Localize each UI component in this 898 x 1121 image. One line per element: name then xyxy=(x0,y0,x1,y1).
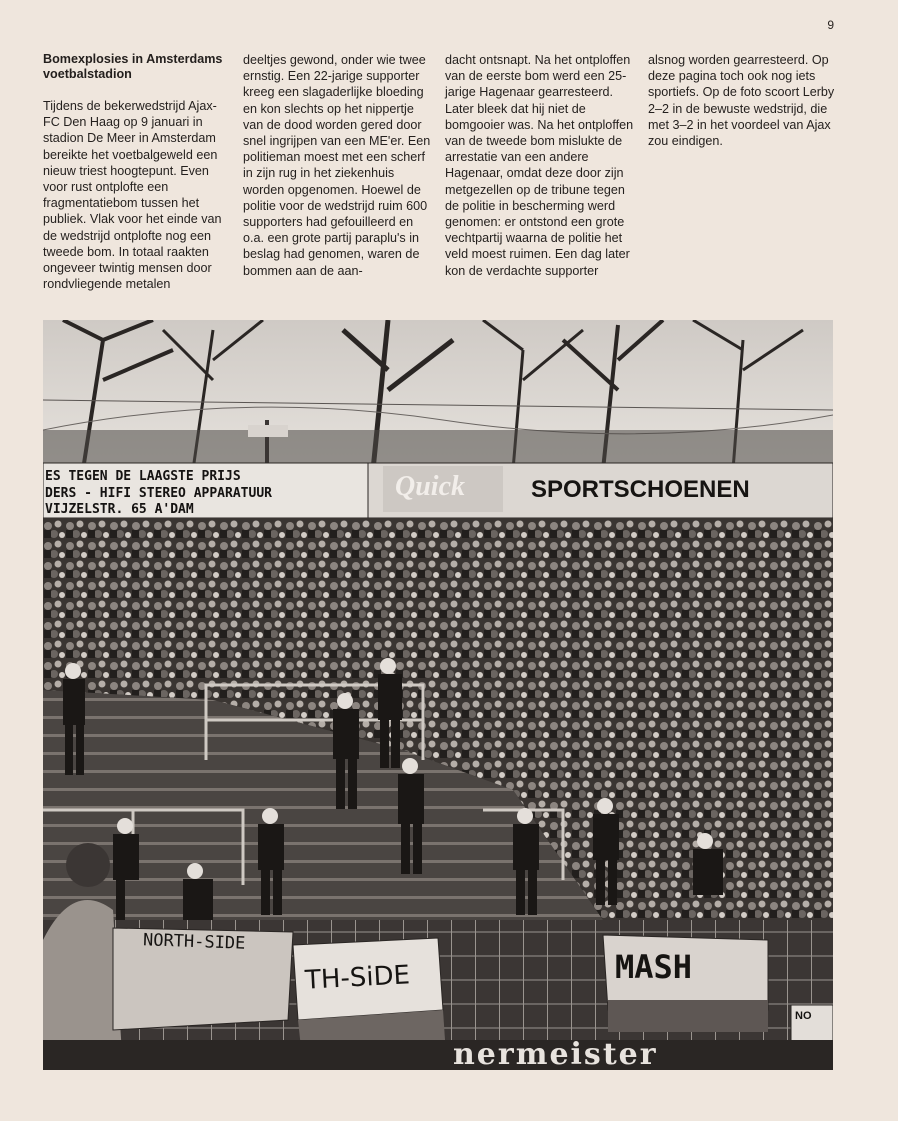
bottom-board-text: nermeister xyxy=(453,1037,658,1070)
article-text: Tijdens de bekerwedstrijd Ajax-FC Den Haag op 9 januari in stadion De Meer in Amsterdam bereikte het voetbalgeweld een nieuw triest hoogtepunt. Even voor rust ontplofte een fragmentatiebom tussen het publiek. Vlak voor het einde van de wedstrijd ontplofte nog een tweede bom. In totaal raakten ongeveer twintig mensen door rondvliegende metalen xyxy=(43,99,222,292)
article xyxy=(43,52,833,302)
sign-main-text: SPORTSCHOENEN xyxy=(531,476,750,503)
bottom-board xyxy=(43,1040,833,1070)
banner-edge-text: NO xyxy=(795,1010,812,1022)
article-text: dacht ontsnapt. Na het ontploffen van de eerste bom werd een 25-jarige Hagenaar gearresteerd. Later bleek dat hij niet de bomgooier was. Na het ontploffen van de tweede bom mislukte de arrestatie van een andere Hagenaar, omdat deze door zijn metgezellen op de tribune tegen de politie in bescherming werd genomen: er ontstond een grote vechtpartij waarna de politie het veld moest ruimen. Een dag later kon de verdachte supporter xyxy=(445,53,634,278)
article-column-3 xyxy=(445,52,635,279)
article-headline: Bomexplosies in Amsterdams voetbalstadion xyxy=(43,52,223,81)
banner-middle-text: TH-SiDE xyxy=(304,960,411,996)
sign-line-1: ES TEGEN DE LAAGSTE PRIJS xyxy=(45,469,241,484)
article-text: alsnog worden gearresteerd. Op deze pagina toch ook nog iets sportiefs. Op de foto scoort Lerby 2–2 in de bewuste wedstrijd, die met 3–2 in het voordeel van Ajax zou eindigen. xyxy=(648,53,835,149)
photo-illustration xyxy=(43,320,833,1070)
sign-line-3: VIJZELSTR. 65 A'DAM xyxy=(45,502,194,517)
article-column-4 xyxy=(648,52,838,149)
banner-left-text: NORTH-SIDE xyxy=(142,930,246,954)
article-text: deeltjes gewond, onder wie twee ernstig. Een 22-jarige supporter kreeg een slagaderlijke bloeding en kon slechts op het nippertje van de dood worden gered door snel ingrijpen van een ME'er. Een politieman moest met een scherf in zijn rug in het ziekenhuis worden opgenomen. Hoewel de politie voor de wedstrijd ruim 600 supporters had gefouilleerd en o.a. een grote partij paraplu's in beslag had genomen, waren de bommen aan de aan- xyxy=(243,53,431,278)
article-column-2 xyxy=(243,52,433,279)
page-number: 9 xyxy=(827,18,834,32)
sign-brand-logo: Quick xyxy=(395,471,465,502)
stadium-photo xyxy=(43,320,833,1070)
article-column-1 xyxy=(43,52,233,292)
banner-right-text: MASH xyxy=(615,948,693,986)
sign-line-2: DERS - HIFI STEREO APPARATUUR xyxy=(45,486,272,501)
